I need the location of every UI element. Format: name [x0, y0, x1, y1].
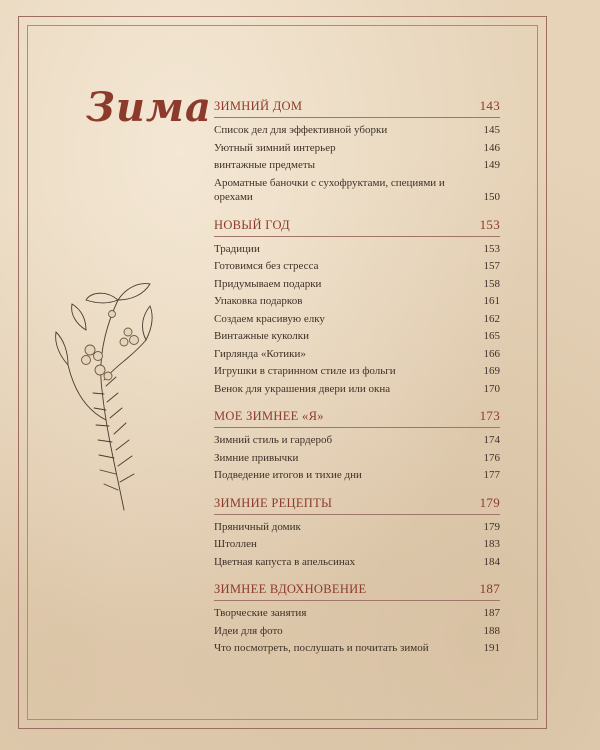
- entry-label: Придумываем подарки: [214, 277, 322, 290]
- toc-entry: [214, 468, 500, 483]
- entry-page-number: 191: [483, 642, 500, 654]
- section-heading: [214, 495, 500, 515]
- entry-label: Гирлянда «Котики»: [214, 347, 306, 360]
- toc-entry: [214, 382, 500, 397]
- entry-label: Цветная капуста в апельсинах: [214, 555, 356, 568]
- section-heading: [214, 217, 500, 237]
- toc-entry: [214, 259, 500, 274]
- entry-label: Что посмотреть, послушать и почитать зимой: [214, 642, 429, 654]
- section-page-number: 153: [479, 216, 500, 232]
- entry-label: Создаем красивую елку: [214, 312, 325, 325]
- section-title: ЗИМНИЙ ДОМ: [214, 99, 303, 113]
- entry-label: Зимний стиль и гардероб: [214, 434, 333, 446]
- section-title: ЗИМНЕЕ ВДОХНОВЕНИЕ: [214, 582, 367, 596]
- entry-page-number: 145: [483, 124, 500, 136]
- section-page-number: 179: [479, 494, 500, 510]
- toc-section: [214, 408, 500, 483]
- section-page-number: 143: [479, 98, 500, 113]
- entry-page-number: 166: [483, 347, 500, 360]
- toc-entry: [214, 364, 500, 379]
- toc-entry: [214, 451, 500, 466]
- toc-section: [214, 495, 500, 570]
- toc-entry: [214, 555, 500, 570]
- section-title: НОВЫЙ ГОД: [214, 217, 290, 232]
- entry-label: Подведение итогов и тихие дни: [214, 469, 362, 481]
- entry-page-number: 150: [483, 191, 500, 203]
- toc-entry: [214, 520, 500, 535]
- toc-entry: [214, 624, 500, 639]
- section-page-number: 187: [479, 581, 500, 596]
- entry-page-number: 153: [483, 242, 500, 255]
- toc-section: [214, 217, 500, 397]
- section-heading: [214, 98, 500, 118]
- toc-section: [214, 581, 500, 656]
- entry-label: Игрушки в старинном стиле из фольги: [214, 365, 396, 377]
- entry-page-number: 165: [483, 330, 500, 342]
- entry-label: Традиции: [214, 242, 260, 255]
- entry-page-number: 187: [483, 607, 500, 619]
- entry-page-number: 176: [483, 451, 500, 464]
- entry-page-number: 184: [483, 555, 500, 568]
- entry-label: Творческие занятия: [214, 607, 307, 619]
- entry-label: Уютный зимний интерьер: [214, 141, 336, 154]
- section-title: ЗИМНИЕ РЕЦЕПТЫ: [214, 495, 333, 510]
- entry-label: Венок для украшения двери или окна: [214, 382, 391, 395]
- entry-label: Зимние привычки: [214, 451, 299, 464]
- toc-entry: [214, 537, 500, 552]
- table-of-contents: [214, 98, 500, 668]
- toc-section: [214, 98, 500, 205]
- entry-label: Ароматные баночки с сухофруктами, специями и орехами: [214, 176, 445, 203]
- entry-page-number: 162: [483, 312, 500, 325]
- entry-label: Штоллен: [214, 538, 257, 550]
- entry-label: винтажные предметы: [214, 159, 316, 171]
- entry-page-number: 188: [483, 624, 500, 637]
- entry-label: Список дел для эффективной уборки: [214, 124, 388, 136]
- botanical-sprig-icon: [46, 270, 166, 520]
- toc-entry: [214, 123, 500, 138]
- entry-page-number: 157: [483, 260, 500, 272]
- entry-page-number: 169: [483, 365, 500, 377]
- entry-label: Идеи для фото: [214, 624, 283, 637]
- entry-page-number: 146: [483, 141, 500, 154]
- toc-entry: [214, 433, 500, 448]
- toc-entry: [214, 641, 500, 656]
- toc-entry: [214, 347, 500, 362]
- entry-page-number: 174: [483, 434, 500, 446]
- toc-entry: [214, 329, 500, 344]
- entry-page-number: 177: [483, 469, 500, 481]
- toc-entry: [214, 141, 500, 156]
- season-title: Зима: [86, 84, 212, 131]
- entry-page-number: 170: [483, 382, 500, 395]
- entry-label: Упаковка подарков: [214, 295, 303, 307]
- toc-entry: [214, 176, 500, 205]
- entry-page-number: 158: [483, 277, 500, 290]
- section-heading: [214, 408, 500, 428]
- entry-page-number: 179: [483, 520, 500, 533]
- section-page-number: 173: [479, 408, 500, 423]
- section-heading: [214, 581, 500, 601]
- entry-page-number: 161: [483, 295, 500, 307]
- entry-label: Готовимся без стресса: [214, 260, 319, 272]
- toc-entry: [214, 242, 500, 257]
- toc-entry: [214, 158, 500, 173]
- toc-entry: [214, 312, 500, 327]
- entry-label: Винтажные куколки: [214, 330, 309, 342]
- toc-entry: [214, 294, 500, 309]
- entry-label: Пряничный домик: [214, 520, 301, 533]
- toc-entry: [214, 606, 500, 621]
- entry-page-number: 149: [483, 159, 500, 171]
- toc-entry: [214, 277, 500, 292]
- entry-page-number: 183: [483, 538, 500, 550]
- section-title: МОЕ ЗИМНЕЕ «Я»: [214, 409, 324, 423]
